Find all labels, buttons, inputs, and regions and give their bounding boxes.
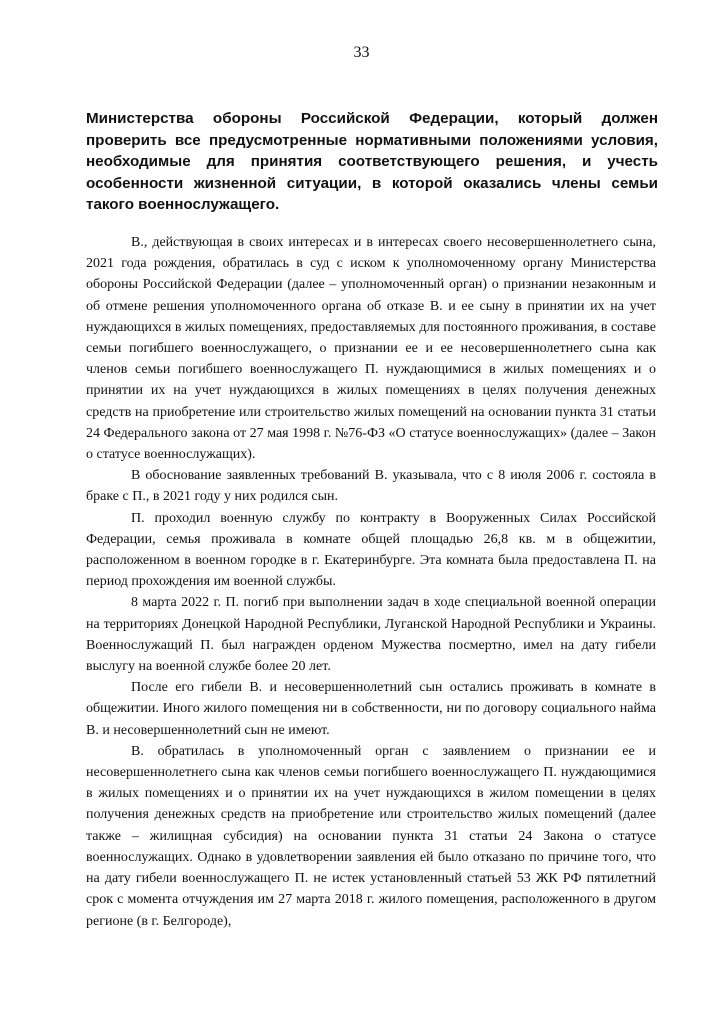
- bold-intro-paragraph: [86, 108, 658, 216]
- paragraph-grounds: В обоснование заявленных требований В. указывала, что с 8 июля 2006 г. состояла в браке с П., в 2021 году у них родился сын.: [86, 468, 656, 505]
- page-number: 33: [353, 44, 370, 61]
- paragraph-application: В. обратилась в уполномоченный орган с заявлением о признании ее и несовершеннолетнего сына как членов семьи погибшего военнослужащего П. нуждающимися в жилых помещениях и о принятии их на учет нуждающихся в жилом помещении в целях получения денежных средств на приобретение или строительство жилых помещений (далее также – жилищная субсидия) на основании пункта 31 статьи 24 Закона о статусе военнослужащих. Однако в удовлетворении заявления ей было отказано по причине того, что на дату гибели военнослужащего П. не истек установленный статьей 53 ЖК РФ пятилетний срок с момента отчуждения им 27 марта 2018 г. жилого помещения, расположенного в другом регионе (в г. Белгороде),: [86, 743, 656, 929]
- paragraph-claim: В., действующая в своих интересах и в интересах своего несовершеннолетнего сына, 2021 года рождения, обратилась в суд с иском к уполномоченному органу Министерства обороны Российской Федерации (далее – уполномоченный орган) о признании незаконным и об отмене решения уполномоченного органа об отказе В. и ее сыну в принятии их на учет нуждающихся в жилых помещениях, предоставляемых для постоянного проживания, в составе семьи погибшего военнослужащего, о признании ее и ее несовершеннолетнего сына как членов семьи погибшего военнослужащего П. нуждающимися в жилых помещениях и о принятии их на учет нуждающихся в жилых помещениях в целях получения денежных средств на приобретение или строительство жилых помещений на основании пункта 31 статьи 24 Федерального закона от 27 мая 1998 г. №76-ФЗ «О статусе военнослужащих» (далее – Закон о статусе военнослужащих).: [86, 235, 656, 463]
- paragraph-service: П. проходил военную службу по контракту в Вооруженных Силах Российской Федерации, семья проживала в комнате общей площадью 26,8 кв. м в общежитии, расположенном в военном городке в г. Екатеринбурге. Эта комната была предоставлена П. на период прохождения им военной службы.: [86, 510, 656, 590]
- paragraph-death: 8 марта 2022 г. П. погиб при выполнении задач в ходе специальной военной операции на территориях Донецкой Народной Республики, Луганской Народной Республики и Украины. Военнослужащий П. был награжден орденом Мужества посмертно, имел на дату гибели выслугу на военной службе более 20 лет.: [86, 595, 656, 675]
- bold-intro-text: Министерства обороны Российской Федерации, который должен проверить все предусмотренные нормативными положениями условия, необходимые для принятия соответствующего решения, и учесть особенности жизненной ситуации, в которой оказались члены семьи такого военнослужащего.: [86, 110, 658, 213]
- body-text: [86, 232, 656, 932]
- paragraph-residence: После его гибели В. и несовершеннолетний сын остались проживать в комнате в общежитии. Иного жилого помещения ни в собственности, ни по договору социального найма В. и несовершеннолетний сын не имеют.: [86, 680, 656, 738]
